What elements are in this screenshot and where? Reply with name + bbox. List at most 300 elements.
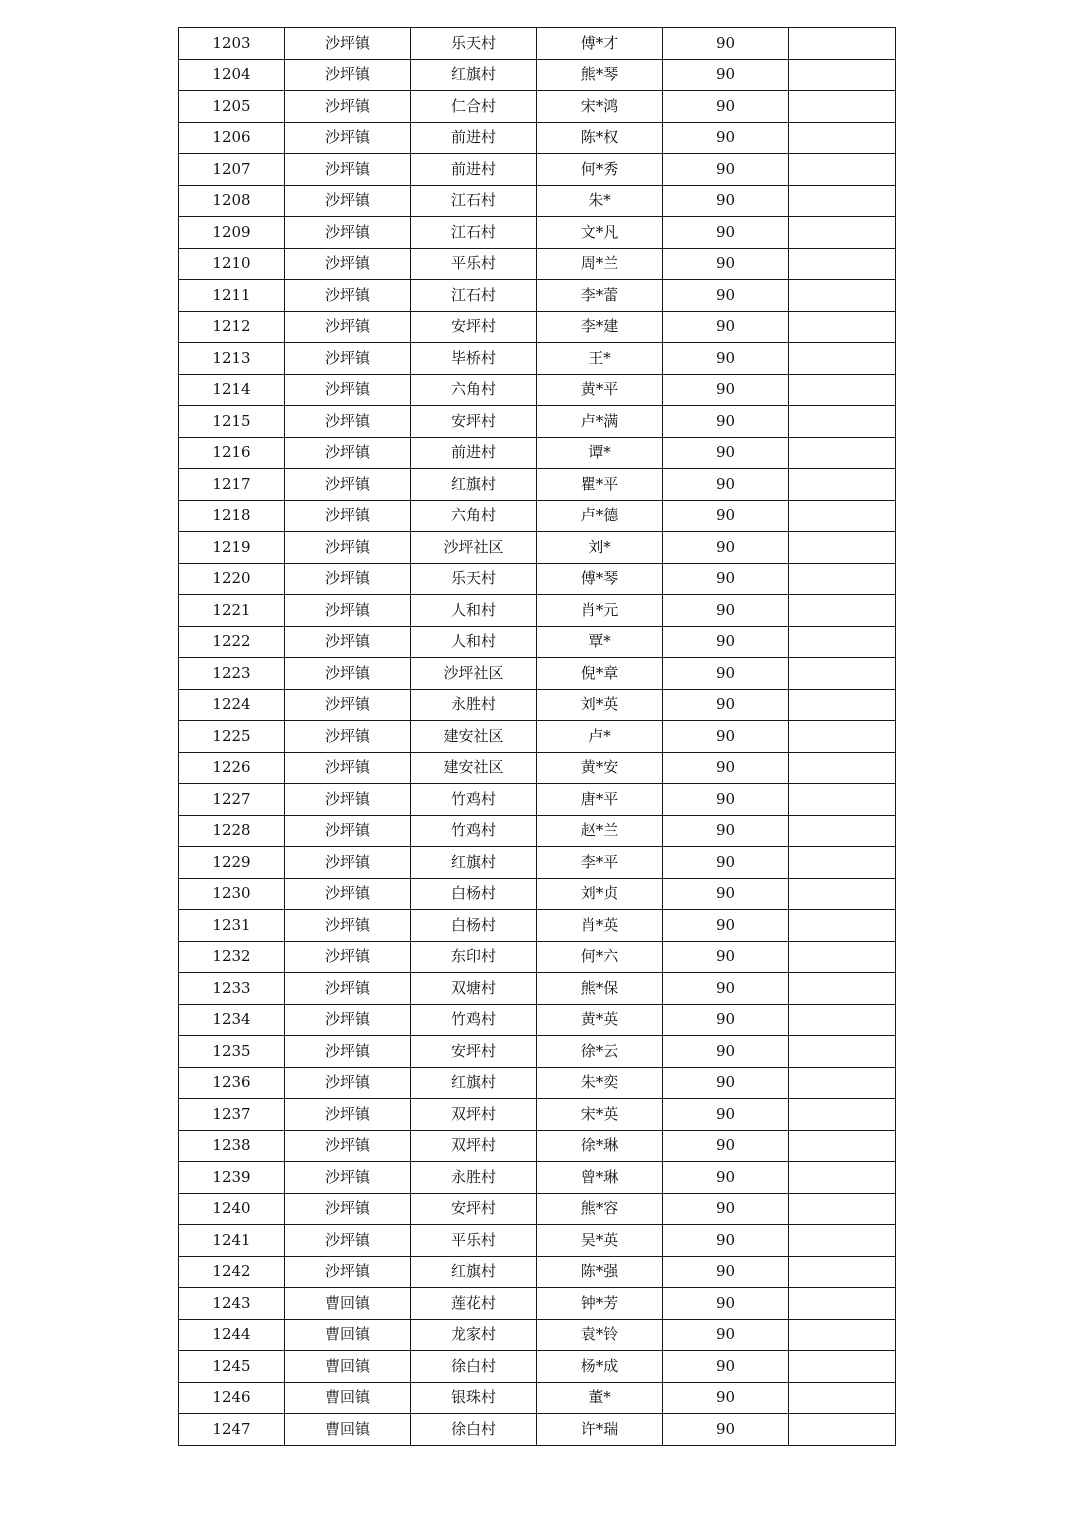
amount-cell: 90 xyxy=(663,1162,789,1194)
amount-cell: 90 xyxy=(663,1414,789,1446)
amount-cell: 90 xyxy=(663,1288,789,1320)
remark-cell xyxy=(789,752,896,784)
town-cell: 曹回镇 xyxy=(285,1414,411,1446)
table-row xyxy=(179,595,896,627)
name-cell: 卢*满 xyxy=(537,406,663,438)
row-number-cell: 1215 xyxy=(179,406,285,438)
amount-cell: 90 xyxy=(663,217,789,249)
name-cell: 钟*芳 xyxy=(537,1288,663,1320)
village-cell: 红旗村 xyxy=(411,847,537,879)
remark-cell xyxy=(789,1004,896,1036)
row-number-cell: 1217 xyxy=(179,469,285,501)
amount-cell: 90 xyxy=(663,374,789,406)
row-number-cell: 1246 xyxy=(179,1382,285,1414)
row-number-cell: 1247 xyxy=(179,1414,285,1446)
row-number-cell: 1219 xyxy=(179,532,285,564)
amount-cell: 90 xyxy=(663,1225,789,1257)
amount-cell: 90 xyxy=(663,1351,789,1383)
remark-cell xyxy=(789,689,896,721)
amount-cell: 90 xyxy=(663,28,789,60)
town-cell: 沙坪镇 xyxy=(285,1225,411,1257)
town-cell: 沙坪镇 xyxy=(285,311,411,343)
town-cell: 沙坪镇 xyxy=(285,1004,411,1036)
town-cell: 沙坪镇 xyxy=(285,217,411,249)
table-row xyxy=(179,311,896,343)
amount-cell: 90 xyxy=(663,185,789,217)
remark-cell xyxy=(789,28,896,60)
village-cell: 永胜村 xyxy=(411,1162,537,1194)
table-row xyxy=(179,752,896,784)
remark-cell xyxy=(789,1225,896,1257)
row-number-cell: 1241 xyxy=(179,1225,285,1257)
table-row xyxy=(179,1351,896,1383)
village-cell: 莲花村 xyxy=(411,1288,537,1320)
table-row xyxy=(179,122,896,154)
row-number-cell: 1221 xyxy=(179,595,285,627)
row-number-cell: 1243 xyxy=(179,1288,285,1320)
table-row xyxy=(179,878,896,910)
table-row xyxy=(179,1099,896,1131)
remark-cell xyxy=(789,59,896,91)
table-row xyxy=(179,343,896,375)
table-row xyxy=(179,973,896,1005)
town-cell: 沙坪镇 xyxy=(285,59,411,91)
town-cell: 沙坪镇 xyxy=(285,847,411,879)
row-number-cell: 1222 xyxy=(179,626,285,658)
name-cell: 宋*英 xyxy=(537,1099,663,1131)
name-cell: 李*建 xyxy=(537,311,663,343)
amount-cell: 90 xyxy=(663,941,789,973)
amount-cell: 90 xyxy=(663,437,789,469)
remark-cell xyxy=(789,500,896,532)
name-cell: 熊*容 xyxy=(537,1193,663,1225)
row-number-cell: 1220 xyxy=(179,563,285,595)
row-number-cell: 1244 xyxy=(179,1319,285,1351)
row-number-cell: 1227 xyxy=(179,784,285,816)
amount-cell: 90 xyxy=(663,154,789,186)
village-cell: 六角村 xyxy=(411,500,537,532)
table-row xyxy=(179,374,896,406)
table-row xyxy=(179,59,896,91)
amount-cell: 90 xyxy=(663,626,789,658)
town-cell: 沙坪镇 xyxy=(285,752,411,784)
table-row xyxy=(179,784,896,816)
table-row xyxy=(179,248,896,280)
remark-cell xyxy=(789,1351,896,1383)
row-number-cell: 1210 xyxy=(179,248,285,280)
remark-cell xyxy=(789,1036,896,1068)
row-number-cell: 1206 xyxy=(179,122,285,154)
remark-cell xyxy=(789,626,896,658)
amount-cell: 90 xyxy=(663,815,789,847)
village-cell: 永胜村 xyxy=(411,689,537,721)
remark-cell xyxy=(789,910,896,942)
town-cell: 沙坪镇 xyxy=(285,374,411,406)
row-number-cell: 1228 xyxy=(179,815,285,847)
town-cell: 沙坪镇 xyxy=(285,910,411,942)
town-cell: 沙坪镇 xyxy=(285,91,411,123)
name-cell: 袁*铃 xyxy=(537,1319,663,1351)
remark-cell xyxy=(789,1130,896,1162)
remark-cell xyxy=(789,1162,896,1194)
table-row xyxy=(179,1162,896,1194)
name-cell: 熊*琴 xyxy=(537,59,663,91)
amount-cell: 90 xyxy=(663,1004,789,1036)
name-cell: 赵*兰 xyxy=(537,815,663,847)
table-row xyxy=(179,28,896,60)
town-cell: 沙坪镇 xyxy=(285,595,411,627)
name-cell: 董* xyxy=(537,1382,663,1414)
village-cell: 双坪村 xyxy=(411,1130,537,1162)
row-number-cell: 1237 xyxy=(179,1099,285,1131)
table-row xyxy=(179,721,896,753)
remark-cell xyxy=(789,437,896,469)
table-row xyxy=(179,217,896,249)
amount-cell: 90 xyxy=(663,1256,789,1288)
remark-cell xyxy=(789,595,896,627)
village-cell: 红旗村 xyxy=(411,1067,537,1099)
table-row xyxy=(179,185,896,217)
village-cell: 龙家村 xyxy=(411,1319,537,1351)
village-cell: 东印村 xyxy=(411,941,537,973)
village-cell: 沙坪社区 xyxy=(411,658,537,690)
row-number-cell: 1224 xyxy=(179,689,285,721)
remark-cell xyxy=(789,563,896,595)
amount-cell: 90 xyxy=(663,1382,789,1414)
village-cell: 建安社区 xyxy=(411,721,537,753)
row-number-cell: 1214 xyxy=(179,374,285,406)
town-cell: 沙坪镇 xyxy=(285,973,411,1005)
name-cell: 唐*平 xyxy=(537,784,663,816)
remark-cell xyxy=(789,1288,896,1320)
table-row xyxy=(179,563,896,595)
remark-cell xyxy=(789,469,896,501)
town-cell: 沙坪镇 xyxy=(285,28,411,60)
name-cell: 朱*奕 xyxy=(537,1067,663,1099)
amount-cell: 90 xyxy=(663,658,789,690)
name-cell: 瞿*平 xyxy=(537,469,663,501)
name-cell: 卢*德 xyxy=(537,500,663,532)
name-cell: 周*兰 xyxy=(537,248,663,280)
village-cell: 红旗村 xyxy=(411,469,537,501)
table-row xyxy=(179,626,896,658)
town-cell: 沙坪镇 xyxy=(285,280,411,312)
village-cell: 安坪村 xyxy=(411,1036,537,1068)
amount-cell: 90 xyxy=(663,910,789,942)
town-cell: 沙坪镇 xyxy=(285,154,411,186)
village-cell: 安坪村 xyxy=(411,311,537,343)
row-number-cell: 1232 xyxy=(179,941,285,973)
town-cell: 曹回镇 xyxy=(285,1288,411,1320)
remark-cell xyxy=(789,122,896,154)
name-cell: 文*凡 xyxy=(537,217,663,249)
town-cell: 曹回镇 xyxy=(285,1319,411,1351)
remark-cell xyxy=(789,1256,896,1288)
remark-cell xyxy=(789,1099,896,1131)
name-cell: 何*秀 xyxy=(537,154,663,186)
remark-cell xyxy=(789,343,896,375)
amount-cell: 90 xyxy=(663,784,789,816)
remark-cell xyxy=(789,1414,896,1446)
remark-cell xyxy=(789,1067,896,1099)
amount-cell: 90 xyxy=(663,59,789,91)
village-cell: 白杨村 xyxy=(411,910,537,942)
village-cell: 竹鸡村 xyxy=(411,784,537,816)
village-cell: 沙坪社区 xyxy=(411,532,537,564)
town-cell: 沙坪镇 xyxy=(285,343,411,375)
table-row xyxy=(179,689,896,721)
town-cell: 沙坪镇 xyxy=(285,1067,411,1099)
table-row xyxy=(179,1319,896,1351)
town-cell: 沙坪镇 xyxy=(285,1256,411,1288)
town-cell: 沙坪镇 xyxy=(285,185,411,217)
name-cell: 许*瑞 xyxy=(537,1414,663,1446)
village-cell: 前进村 xyxy=(411,437,537,469)
town-cell: 沙坪镇 xyxy=(285,1099,411,1131)
remark-cell xyxy=(789,1193,896,1225)
name-cell: 黄*安 xyxy=(537,752,663,784)
village-cell: 仁合村 xyxy=(411,91,537,123)
amount-cell: 90 xyxy=(663,878,789,910)
row-number-cell: 1209 xyxy=(179,217,285,249)
town-cell: 沙坪镇 xyxy=(285,815,411,847)
town-cell: 沙坪镇 xyxy=(285,784,411,816)
row-number-cell: 1213 xyxy=(179,343,285,375)
remark-cell xyxy=(789,721,896,753)
remark-cell xyxy=(789,847,896,879)
name-cell: 谭* xyxy=(537,437,663,469)
row-number-cell: 1245 xyxy=(179,1351,285,1383)
name-cell: 曾*琳 xyxy=(537,1162,663,1194)
table-row xyxy=(179,658,896,690)
name-cell: 宋*鸿 xyxy=(537,91,663,123)
town-cell: 沙坪镇 xyxy=(285,1036,411,1068)
amount-cell: 90 xyxy=(663,532,789,564)
village-cell: 前进村 xyxy=(411,154,537,186)
amount-cell: 90 xyxy=(663,91,789,123)
name-cell: 刘*英 xyxy=(537,689,663,721)
name-cell: 王* xyxy=(537,343,663,375)
row-number-cell: 1223 xyxy=(179,658,285,690)
row-number-cell: 1229 xyxy=(179,847,285,879)
remark-cell xyxy=(789,154,896,186)
town-cell: 沙坪镇 xyxy=(285,878,411,910)
name-cell: 陈*强 xyxy=(537,1256,663,1288)
row-number-cell: 1208 xyxy=(179,185,285,217)
remark-cell xyxy=(789,658,896,690)
amount-cell: 90 xyxy=(663,563,789,595)
table-row xyxy=(179,154,896,186)
name-cell: 熊*保 xyxy=(537,973,663,1005)
row-number-cell: 1233 xyxy=(179,973,285,1005)
amount-cell: 90 xyxy=(663,689,789,721)
village-cell: 红旗村 xyxy=(411,1256,537,1288)
remark-cell xyxy=(789,217,896,249)
table-row xyxy=(179,280,896,312)
row-number-cell: 1212 xyxy=(179,311,285,343)
remark-cell xyxy=(789,973,896,1005)
village-cell: 银珠村 xyxy=(411,1382,537,1414)
remark-cell xyxy=(789,532,896,564)
village-cell: 毕桥村 xyxy=(411,343,537,375)
remark-cell xyxy=(789,1382,896,1414)
name-cell: 黄*英 xyxy=(537,1004,663,1036)
remark-cell xyxy=(789,1319,896,1351)
name-cell: 徐*琳 xyxy=(537,1130,663,1162)
row-number-cell: 1204 xyxy=(179,59,285,91)
village-cell: 平乐村 xyxy=(411,248,537,280)
village-cell: 建安社区 xyxy=(411,752,537,784)
name-cell: 李*蕾 xyxy=(537,280,663,312)
town-cell: 沙坪镇 xyxy=(285,122,411,154)
row-number-cell: 1216 xyxy=(179,437,285,469)
table-row xyxy=(179,1130,896,1162)
amount-cell: 90 xyxy=(663,1099,789,1131)
name-cell: 肖*英 xyxy=(537,910,663,942)
amount-cell: 90 xyxy=(663,343,789,375)
row-number-cell: 1218 xyxy=(179,500,285,532)
data-table-sheet xyxy=(178,27,895,1491)
name-cell: 黄*平 xyxy=(537,374,663,406)
village-cell: 人和村 xyxy=(411,626,537,658)
village-cell: 乐天村 xyxy=(411,28,537,60)
town-cell: 沙坪镇 xyxy=(285,437,411,469)
name-cell: 刘*贞 xyxy=(537,878,663,910)
town-cell: 曹回镇 xyxy=(285,1382,411,1414)
table-row xyxy=(179,1382,896,1414)
row-number-cell: 1203 xyxy=(179,28,285,60)
town-cell: 沙坪镇 xyxy=(285,689,411,721)
name-cell: 徐*云 xyxy=(537,1036,663,1068)
amount-cell: 90 xyxy=(663,1067,789,1099)
town-cell: 沙坪镇 xyxy=(285,1193,411,1225)
town-cell: 沙坪镇 xyxy=(285,532,411,564)
name-cell: 卢* xyxy=(537,721,663,753)
remark-cell xyxy=(789,878,896,910)
village-cell: 白杨村 xyxy=(411,878,537,910)
remark-cell xyxy=(789,248,896,280)
village-cell: 双塘村 xyxy=(411,973,537,1005)
row-number-cell: 1234 xyxy=(179,1004,285,1036)
village-cell: 江石村 xyxy=(411,280,537,312)
table-row xyxy=(179,847,896,879)
table-row xyxy=(179,1067,896,1099)
remark-cell xyxy=(789,941,896,973)
table-row xyxy=(179,1288,896,1320)
village-cell: 江石村 xyxy=(411,185,537,217)
table-row xyxy=(179,406,896,438)
amount-cell: 90 xyxy=(663,1319,789,1351)
name-cell: 杨*成 xyxy=(537,1351,663,1383)
town-cell: 沙坪镇 xyxy=(285,941,411,973)
table-row xyxy=(179,91,896,123)
table-body xyxy=(179,28,896,1446)
table-row xyxy=(179,1036,896,1068)
village-cell: 竹鸡村 xyxy=(411,1004,537,1036)
amount-cell: 90 xyxy=(663,469,789,501)
remark-cell xyxy=(789,311,896,343)
row-number-cell: 1207 xyxy=(179,154,285,186)
village-cell: 竹鸡村 xyxy=(411,815,537,847)
village-cell: 江石村 xyxy=(411,217,537,249)
table-row xyxy=(179,910,896,942)
amount-cell: 90 xyxy=(663,280,789,312)
row-number-cell: 1226 xyxy=(179,752,285,784)
amount-cell: 90 xyxy=(663,752,789,784)
table-row xyxy=(179,1256,896,1288)
name-cell: 何*六 xyxy=(537,941,663,973)
remark-cell xyxy=(789,374,896,406)
amount-cell: 90 xyxy=(663,1193,789,1225)
name-cell: 傅*琴 xyxy=(537,563,663,595)
amount-cell: 90 xyxy=(663,973,789,1005)
name-cell: 刘* xyxy=(537,532,663,564)
village-cell: 红旗村 xyxy=(411,59,537,91)
data-table xyxy=(178,27,896,1446)
remark-cell xyxy=(789,406,896,438)
amount-cell: 90 xyxy=(663,721,789,753)
village-cell: 双坪村 xyxy=(411,1099,537,1131)
town-cell: 沙坪镇 xyxy=(285,406,411,438)
amount-cell: 90 xyxy=(663,500,789,532)
row-number-cell: 1238 xyxy=(179,1130,285,1162)
row-number-cell: 1239 xyxy=(179,1162,285,1194)
amount-cell: 90 xyxy=(663,248,789,280)
remark-cell xyxy=(789,815,896,847)
amount-cell: 90 xyxy=(663,1130,789,1162)
table-row xyxy=(179,1004,896,1036)
village-cell: 平乐村 xyxy=(411,1225,537,1257)
amount-cell: 90 xyxy=(663,595,789,627)
village-cell: 乐天村 xyxy=(411,563,537,595)
row-number-cell: 1230 xyxy=(179,878,285,910)
table-row xyxy=(179,815,896,847)
name-cell: 朱* xyxy=(537,185,663,217)
town-cell: 沙坪镇 xyxy=(285,658,411,690)
village-cell: 安坪村 xyxy=(411,406,537,438)
town-cell: 沙坪镇 xyxy=(285,721,411,753)
row-number-cell: 1242 xyxy=(179,1256,285,1288)
name-cell: 肖*元 xyxy=(537,595,663,627)
row-number-cell: 1211 xyxy=(179,280,285,312)
row-number-cell: 1231 xyxy=(179,910,285,942)
village-cell: 徐白村 xyxy=(411,1414,537,1446)
row-number-cell: 1225 xyxy=(179,721,285,753)
remark-cell xyxy=(789,784,896,816)
name-cell: 吴*英 xyxy=(537,1225,663,1257)
table-row xyxy=(179,941,896,973)
name-cell: 傅*才 xyxy=(537,28,663,60)
table-row xyxy=(179,469,896,501)
name-cell: 李*平 xyxy=(537,847,663,879)
village-cell: 前进村 xyxy=(411,122,537,154)
table-row xyxy=(179,1225,896,1257)
town-cell: 沙坪镇 xyxy=(285,469,411,501)
remark-cell xyxy=(789,91,896,123)
town-cell: 沙坪镇 xyxy=(285,563,411,595)
town-cell: 沙坪镇 xyxy=(285,626,411,658)
name-cell: 覃* xyxy=(537,626,663,658)
village-cell: 六角村 xyxy=(411,374,537,406)
name-cell: 倪*章 xyxy=(537,658,663,690)
table-row xyxy=(179,437,896,469)
row-number-cell: 1205 xyxy=(179,91,285,123)
town-cell: 沙坪镇 xyxy=(285,248,411,280)
amount-cell: 90 xyxy=(663,122,789,154)
village-cell: 徐白村 xyxy=(411,1351,537,1383)
town-cell: 沙坪镇 xyxy=(285,500,411,532)
town-cell: 曹回镇 xyxy=(285,1351,411,1383)
